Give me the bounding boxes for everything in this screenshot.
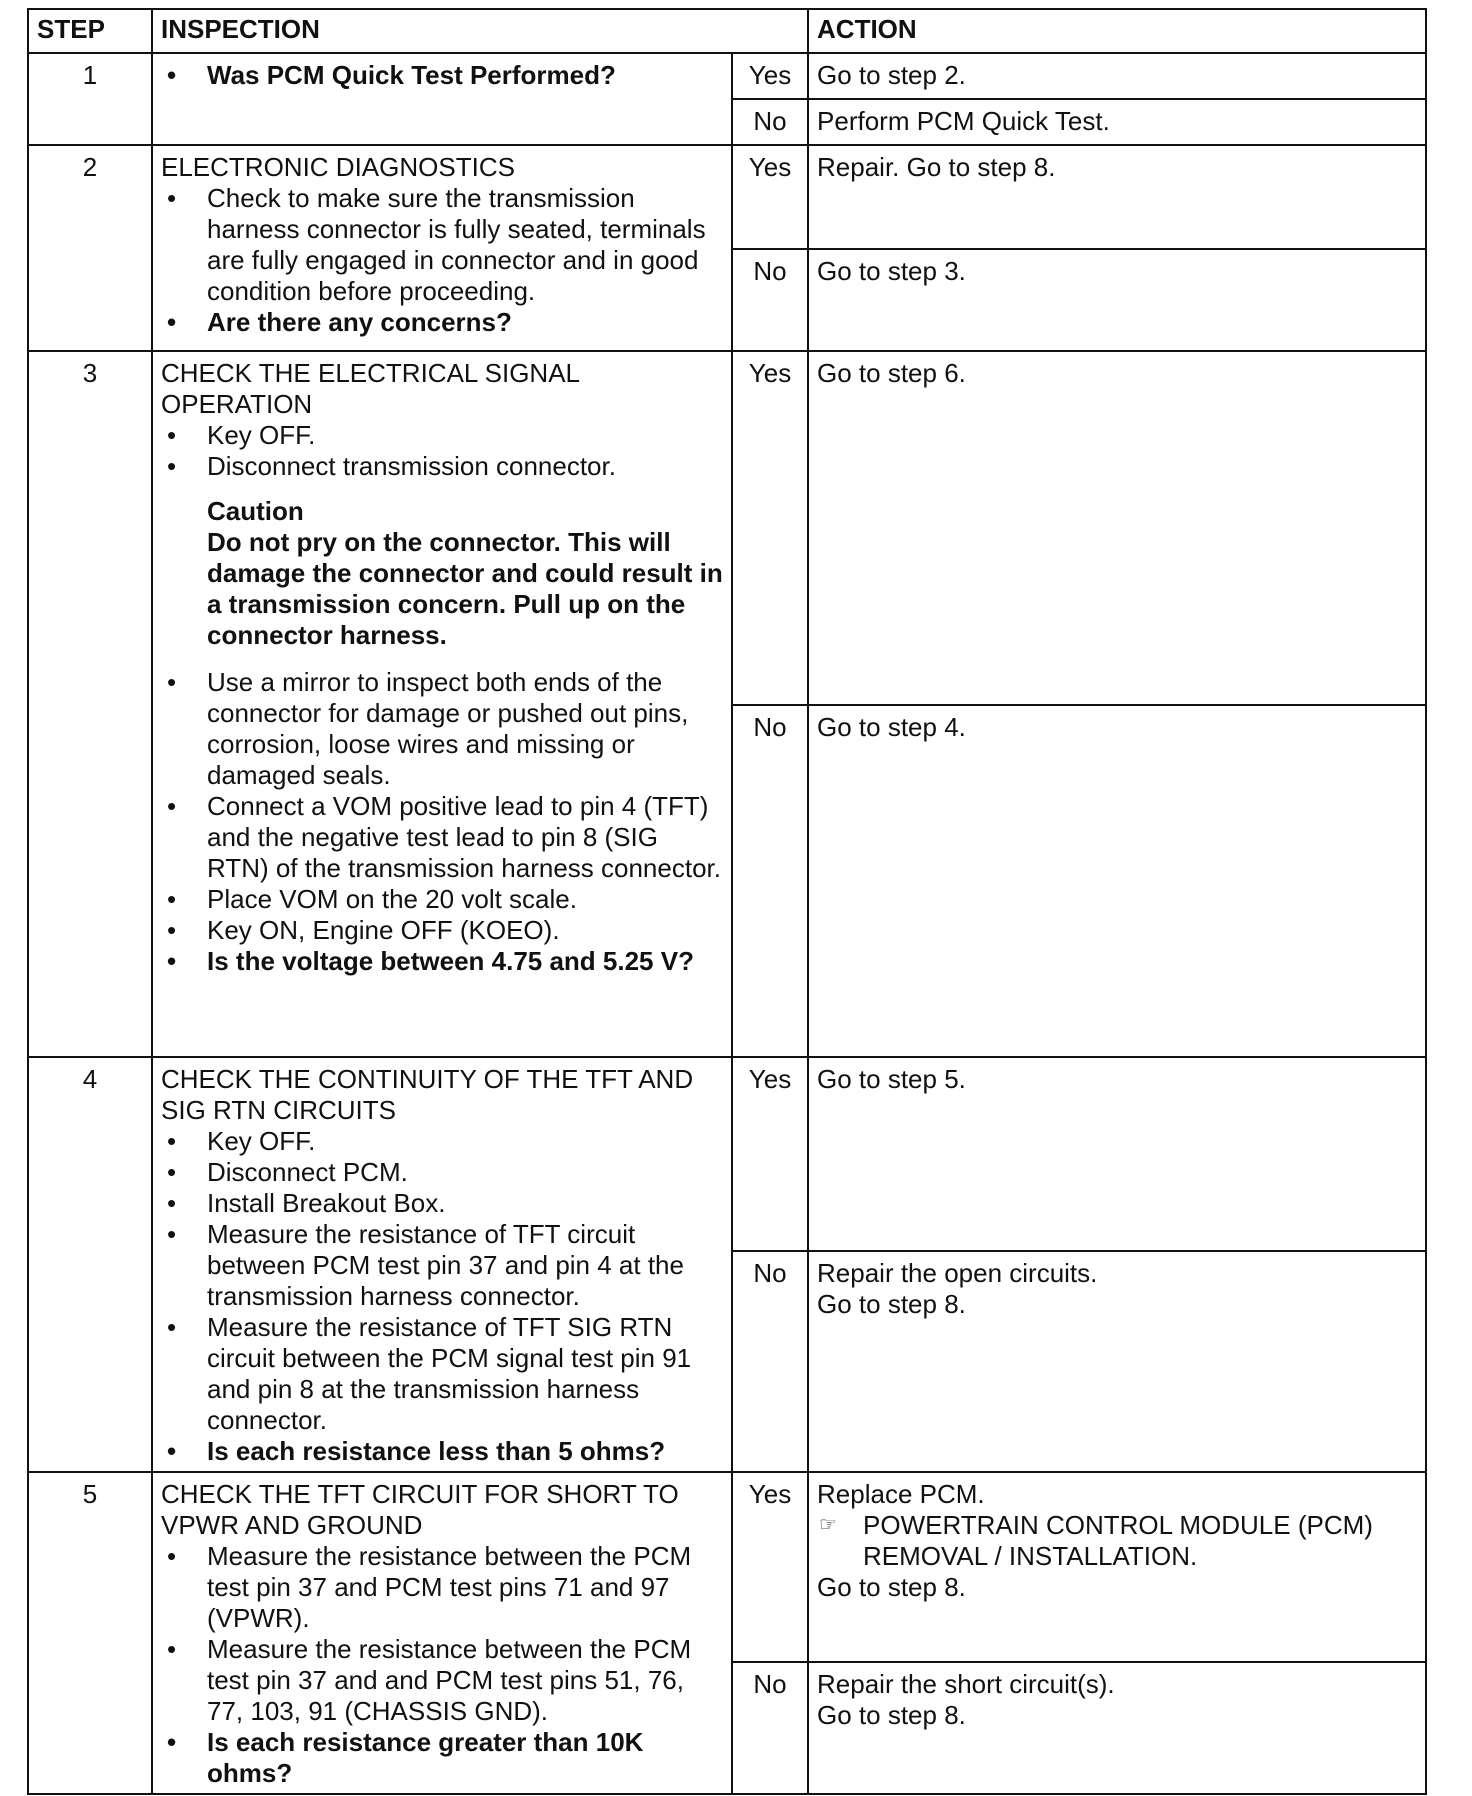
step-1-yes-row xyxy=(28,53,1426,99)
step-3-yes-row xyxy=(28,351,1426,705)
header-action: ACTION xyxy=(808,9,1426,53)
step-5-no-action xyxy=(808,1662,1426,1794)
step-2-yes-action: Repair. Go to step 8. xyxy=(808,145,1426,249)
step-4-bullet: • Measure the resistance of TFT SIG RTN circuit between the PCM signal test pin 91 and pin 8 at the transmission harness connector. xyxy=(161,1312,723,1436)
step-3-bullet: • Connect a VOM positive lead to pin 4 (TFT) and the negative test lead to pin 8 (SIG RTN) of the transmission harness connector. xyxy=(161,791,723,884)
step-5-inspection xyxy=(152,1472,732,1794)
step-number: 4 xyxy=(28,1057,152,1472)
step-4-title: CHECK THE CONTINUITY OF THE TFT AND SIG RTN CIRCUITS xyxy=(161,1064,694,1125)
caution-note xyxy=(207,496,723,651)
caution-text: Do not pry on the connector. This will damage the connector and could result in a transmission concern. Pull up on the connector harness. xyxy=(207,527,723,650)
step-5-yes-row xyxy=(28,1472,1426,1662)
step-4-yes-row xyxy=(28,1057,1426,1251)
no-label: No xyxy=(732,1662,808,1794)
step-2-title: ELECTRONIC DIAGNOSTICS xyxy=(161,152,515,182)
step-2-inspection xyxy=(152,145,732,351)
no-label: No xyxy=(732,705,808,1057)
step-4-bullet: • Install Breakout Box. xyxy=(161,1188,723,1219)
step-4-bullet: • Disconnect PCM. xyxy=(161,1157,723,1188)
step-1-inspection xyxy=(152,53,732,145)
step-3-bullet: • Place VOM on the 20 volt scale. xyxy=(161,884,723,915)
step-5-yes-action xyxy=(808,1472,1426,1662)
step-2-no-action: Go to step 3. xyxy=(808,249,1426,351)
step-4-no-action-line: Repair the open circuits. xyxy=(817,1258,1098,1289)
step-2-yes-row xyxy=(28,145,1426,249)
step-3-bullet: • Disconnect transmission connector. xyxy=(161,451,723,482)
step-3-title: CHECK THE ELECTRICAL SIGNAL OPERATION xyxy=(161,358,580,419)
no-label: No xyxy=(732,99,808,145)
step-2-question: • Are there any concerns? xyxy=(161,307,723,338)
step-number: 2 xyxy=(28,145,152,351)
step-3-bullet: • Key OFF. xyxy=(161,420,723,451)
step-4-inspection xyxy=(152,1057,732,1472)
step-5-question: • Is each resistance greater than 10K ohms? xyxy=(161,1727,723,1789)
step-4-bullet: • Key OFF. xyxy=(161,1126,723,1157)
step-5-bullet: • Measure the resistance between the PCM test pin 37 and and PCM test pins 51, 76, 77, 103, 91 (CHASSIS GND). xyxy=(161,1634,723,1727)
step-3-bullet: • Key ON, Engine OFF (KOEO). xyxy=(161,915,723,946)
step-1-yes-action: Go to step 2. xyxy=(808,53,1426,99)
step-1-no-action: Perform PCM Quick Test. xyxy=(808,99,1426,145)
yes-label: Yes xyxy=(732,145,808,249)
step-3-question: • Is the voltage between 4.75 and 5.25 V? xyxy=(161,946,723,977)
step-5-title: CHECK THE TFT CIRCUIT FOR SHORT TO VPWR AND GROUND xyxy=(161,1479,679,1540)
header-inspection: INSPECTION xyxy=(152,9,808,53)
pointing-hand-icon: ☞ xyxy=(819,1514,837,1536)
no-label: No xyxy=(732,249,808,351)
yes-label: Yes xyxy=(732,1057,808,1251)
step-3-no-action: Go to step 4. xyxy=(808,705,1426,1057)
step-4-no-action xyxy=(808,1251,1426,1472)
header-row xyxy=(28,9,1426,53)
yes-label: Yes xyxy=(732,53,808,99)
yes-label: Yes xyxy=(732,1472,808,1662)
caution-title: Caution xyxy=(207,496,304,526)
step-5-yes-action-line: Replace PCM. xyxy=(817,1479,985,1509)
step-3-bullet: • Use a mirror to inspect both ends of the connector for damage or pushed out pins, corrosion, loose wires and missing or damaged seals. xyxy=(161,667,723,791)
step-number: 3 xyxy=(28,351,152,1057)
step-5-yes-action-line: Go to step 8. xyxy=(817,1572,966,1602)
no-label: No xyxy=(732,1251,808,1472)
step-4-yes-action: Go to step 5. xyxy=(808,1057,1426,1251)
step-3-yes-action: Go to step 6. xyxy=(808,351,1426,705)
step-5-bullet: • Measure the resistance between the PCM test pin 37 and PCM test pins 71 and 97 (VPWR). xyxy=(161,1541,723,1634)
step-4-question: • Is each resistance less than 5 ohms? xyxy=(161,1436,723,1467)
step-number: 1 xyxy=(28,53,152,145)
diagnostic-table xyxy=(27,8,1427,1795)
diagnostic-procedure-page xyxy=(27,8,1425,1795)
cross-reference-text: POWERTRAIN CONTROL MODULE (PCM) REMOVAL / INSTALLATION. xyxy=(863,1510,1373,1571)
step-2-bullet: • Check to make sure the transmission harness connector is fully seated, terminals are fully engaged in connector and in good condition before proceeding. xyxy=(161,183,723,307)
step-4-no-action-line: Go to step 8. xyxy=(817,1289,966,1320)
header-step: STEP xyxy=(28,9,152,53)
step-5-no-action-line: Go to step 8. xyxy=(817,1700,966,1730)
step-5-no-action-line: Repair the short circuit(s). xyxy=(817,1669,1115,1699)
step-3-inspection xyxy=(152,351,732,1057)
step-number: 5 xyxy=(28,1472,152,1794)
step-4-bullet: • Measure the resistance of TFT circuit between PCM test pin 37 and pin 4 at the transmission harness connector. xyxy=(161,1219,723,1312)
cross-reference xyxy=(817,1510,1417,1572)
step-1-question: • Was PCM Quick Test Performed? xyxy=(161,60,723,91)
yes-label: Yes xyxy=(732,351,808,705)
